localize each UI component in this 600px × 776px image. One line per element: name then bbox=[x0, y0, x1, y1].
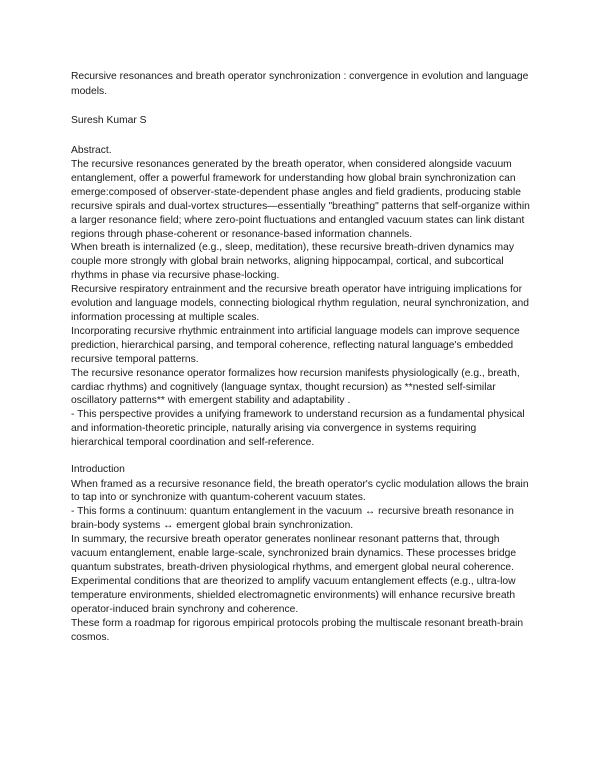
abstract-paragraph: When breath is internalized (e.g., sleep, meditation), these recursive breath-driven dynamics may couple more strongly with global brain networks, aligning hippocampal, cortical, and subcortical rhythms in phase via recursive phase-locking. bbox=[71, 242, 514, 282]
introduction-heading: Introduction bbox=[71, 464, 125, 476]
introduction-paragraph: - This forms a continuum: quantum entanglement in the vacuum ↔ recursive breath resonance in brain-body systems ↔ emergent global brain synchronization. bbox=[71, 506, 514, 532]
paper-title: Recursive resonances and breath operator synchronization : convergence in evolution and language models. bbox=[71, 71, 529, 97]
introduction-paragraph: In summary, the recursive breath operator generates nonlinear resonant patterns that, through vacuum entanglement, enable large-scale, synchronized brain dynamics. These processes bridge quantum substrates, breath-driven physiological rhythms, and emergent global neural coherence. bbox=[71, 534, 517, 573]
abstract-paragraph: The recursive resonance operator formalizes how recursion manifests physiologically (e.g., breath, cardiac rhythms) and cognitively (language syntax, thought recursion) as **nested self-similar oscillatory patterns** with emergent stability and adaptability . bbox=[71, 367, 520, 407]
introduction-paragraph: These form a roadmap for rigorous empirical protocols probing the multiscale resonant breath-brain cosmos. bbox=[71, 617, 524, 643]
introduction-paragraph: Experimental conditions that are theorized to amplify vacuum entanglement effects (e.g., ultra-low temperature environments, shielded electromagnetic environments) will enhance recursive breath operator-induced brain synchrony and coherence. bbox=[71, 575, 516, 615]
abstract-paragraph: Recursive respiratory entrainment and the recursive breath operator have intriguing implications for evolution and language models, connecting biological rhythm regulation, neural synchronization, and information processing at multiple scales. bbox=[71, 284, 529, 323]
abstract-paragraph: The recursive resonances generated by the breath operator, when considered alongside vacuum entanglement, offer a powerful framework for understanding how global brain synchronization can emerge:composed of observer-state-dependent phase angles and field gradients, producing stable recursive spirals and dual-vortex structures—essentially "breathing" patterns that self-organize within a larger resonance field; where zero-point fluctuations and entangled vacuum states can link distant regions through phase-coherent or resonance-based information channels. bbox=[71, 159, 530, 240]
abstract-paragraph: - This perspective provides a unifying framework to understand recursion as a fundamental physical and information-theoretic principle, naturally arising via convergence in systems requiring hierarchical temporal coordination and self-reference. bbox=[71, 409, 525, 449]
abstract-paragraph: Incorporating recursive rhythmic entrainment into artificial language models can improve sequence prediction, hierarchical parsing, and temporal coherence, reflecting natural language's embedded recursive temporal patterns. bbox=[71, 325, 520, 365]
document-page bbox=[71, 70, 531, 644]
introduction-paragraph: When framed as a recursive resonance field, the breath operator's cyclic modulation allows the brain to tap into or synchronize with quantum-coherent vacuum states. bbox=[71, 478, 529, 504]
author-name: Suresh Kumar S bbox=[71, 115, 147, 126]
abstract-heading: Abstract. bbox=[71, 144, 112, 156]
